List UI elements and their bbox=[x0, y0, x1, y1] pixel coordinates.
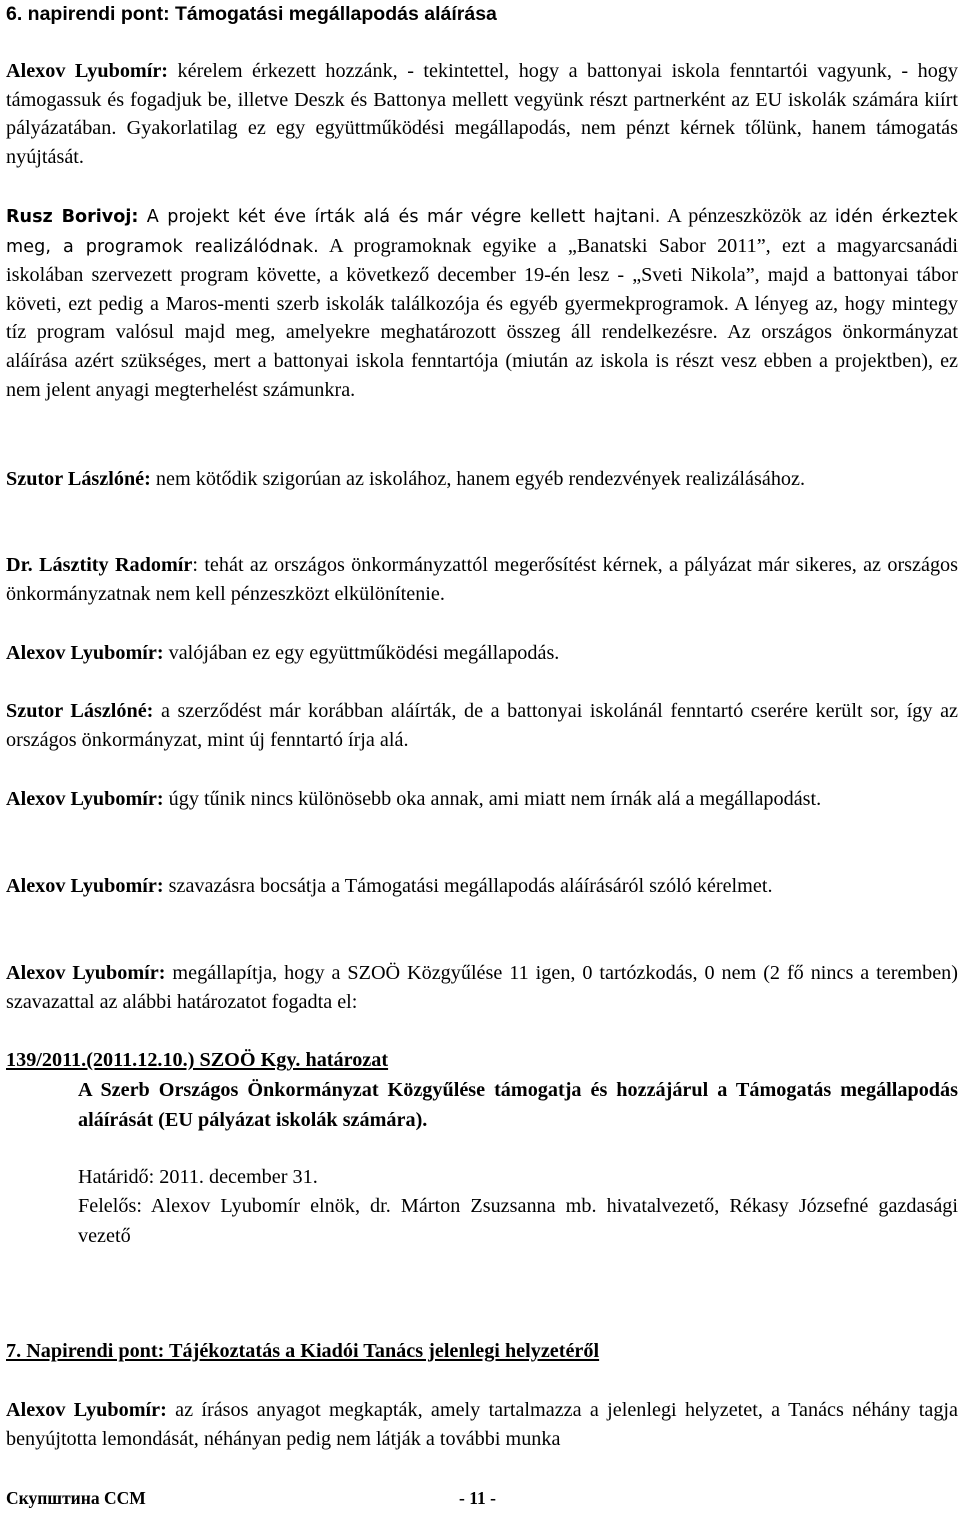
paragraph-text: úgy tűnik nincs különösebb oka annak, ami miatt nem írnák alá a megállapodást. bbox=[163, 788, 822, 810]
speaker-name: Szutor Lászlóné: bbox=[6, 468, 151, 490]
paragraph-text: a szerződést már korábban aláírták, de a battonyai iskolánál fenntartó cserére került sor, így az országos önkormányzat, mint új fenntartó írja alá. bbox=[6, 700, 958, 751]
paragraph-text: A projekt két éve írták alá és már végre kellett hajtani. bbox=[138, 207, 661, 227]
paragraph-8 bbox=[6, 872, 958, 901]
speaker-title: Dr. bbox=[6, 554, 33, 576]
resolution-responsible: Felelős: Alexov Lyubomír elnök, dr. Márton Zsuzsanna mb. hivatalvezető, Rékasy Józsefné gazdasági vezető bbox=[78, 1195, 958, 1247]
paragraph-2 bbox=[6, 202, 958, 404]
section-7-heading: 7. Napirendi pont: Tájékoztatás a Kiadói Tanács jelenlegi helyzetéről bbox=[6, 1340, 600, 1362]
paragraph-text: valójában ez egy együttműködési megállapodás. bbox=[163, 642, 560, 664]
paragraph-text: kérelem érkezett hozzánk, - tekintettel, hogy a battonyai iskola fenntartói vagyunk, - hogy támogassuk és fogadjuk be, illetve Deszk és Battonya mellett vegyünk részt partnerként az EU iskolák számára kiírt pályázatában. Gyakorlatilag ez egy együttműködési megállapodás, nem pénzt kérnek tőlünk, hanem támogatás nyújtását. bbox=[6, 60, 958, 168]
paragraph-text: az írásos anyagot megkapták, amely tartalmazza a jelenlegi helyzetet, a Tanács néhány tagja benyújtotta lemondását, néhányan pedig nem látják a további munka bbox=[6, 1399, 958, 1450]
speaker-name: Szutor Lászlóné: bbox=[6, 700, 154, 722]
speaker-name: Alexov Lyubomír: bbox=[6, 1399, 167, 1421]
resolution-deadline: Határidő: 2011. december 31. bbox=[78, 1166, 318, 1188]
paragraph-5 bbox=[6, 639, 958, 668]
speaker-name: Alexov Lyubomír: bbox=[6, 642, 164, 664]
paragraph-text: nem kötődik szigorúan az iskolához, hanem egyéb rendezvények realizálásához. bbox=[150, 468, 806, 490]
paragraph-text: A pénzeszközök az bbox=[660, 205, 835, 227]
speaker-name: Lásztity Radomír bbox=[39, 554, 193, 576]
speaker-name: Alexov Lyubomír: bbox=[6, 60, 169, 82]
paragraph-text: szavazásra bocsátja a Támogatási megállapodás aláírásáról szóló kérelmet. bbox=[163, 875, 773, 897]
paragraph-4 bbox=[6, 551, 958, 608]
paragraph-9 bbox=[6, 959, 958, 1016]
speaker-name: Alexov Lyubomír: bbox=[6, 788, 164, 810]
resolution-number: 139/2011.(2011.12.10.) SZOÖ Kgy. határozat bbox=[6, 1049, 389, 1071]
paragraph-7 bbox=[6, 785, 958, 814]
footer-page-number: - 11 - bbox=[459, 1488, 496, 1508]
paragraph-text: A programoknak egyike a „Banatski Sabor 2011”, ezt a magyarcsanádi iskolában szervezett program követte, a következő december 19-én lesz - „Sveti Nikola”, majd a battonyai tábor követi, ezt pedig a Maros-menti szerb iskolák találkozója és egyéb gyermekprogramok. A lényeg az, hogy mintegy tíz program valósul majd meg, amelyekre meghatározott összeg áll rendelkezésre. Az országos önkormányzat aláírása azért szükséges, mert a battonyai iskola fenntartója (miután az iskola is részt vesz ebben a projektben), ez nem jelent anyagi megterhelést számunkra. bbox=[6, 234, 958, 401]
paragraph-1 bbox=[6, 57, 958, 171]
paragraph-3 bbox=[6, 465, 958, 494]
paragraph-6 bbox=[6, 697, 958, 754]
paragraph-text: idén érkeztek meg, a programok realizálódnak. bbox=[6, 207, 958, 257]
speaker-name: Alexov Lyubomír: bbox=[6, 875, 164, 897]
paragraph-text: megállapítja, hogy a SZOÖ Közgyűlése 11 igen, 0 tartózkodás, 0 nem (2 fő nincs a teremben) szavazattal az alábbi határozatot fogadta el: bbox=[6, 962, 958, 1013]
speaker-name: Rusz Borivoj: bbox=[6, 207, 139, 227]
footer-left: Скупштина ССМ bbox=[6, 1488, 146, 1508]
section-7-paragraph-1 bbox=[6, 1396, 958, 1453]
resolution-body: A Szerb Országos Önkormányzat Közgyűlése támogatja és hozzájárul a Támogatás megállapodás aláírását (EU pályázat iskolák számára). bbox=[78, 1079, 958, 1131]
section-6-heading: 6. napirendi pont: Támogatási megállapodás aláírása bbox=[6, 3, 497, 25]
speaker-name: Alexov Lyubomír: bbox=[6, 962, 166, 984]
paragraph-text: : tehát az országos önkormányzattól megerősítést kérnek, a pályázat már sikeres, az országos önkormányzatnak nem kell pénzeszközt elkülönítenie. bbox=[6, 554, 959, 605]
